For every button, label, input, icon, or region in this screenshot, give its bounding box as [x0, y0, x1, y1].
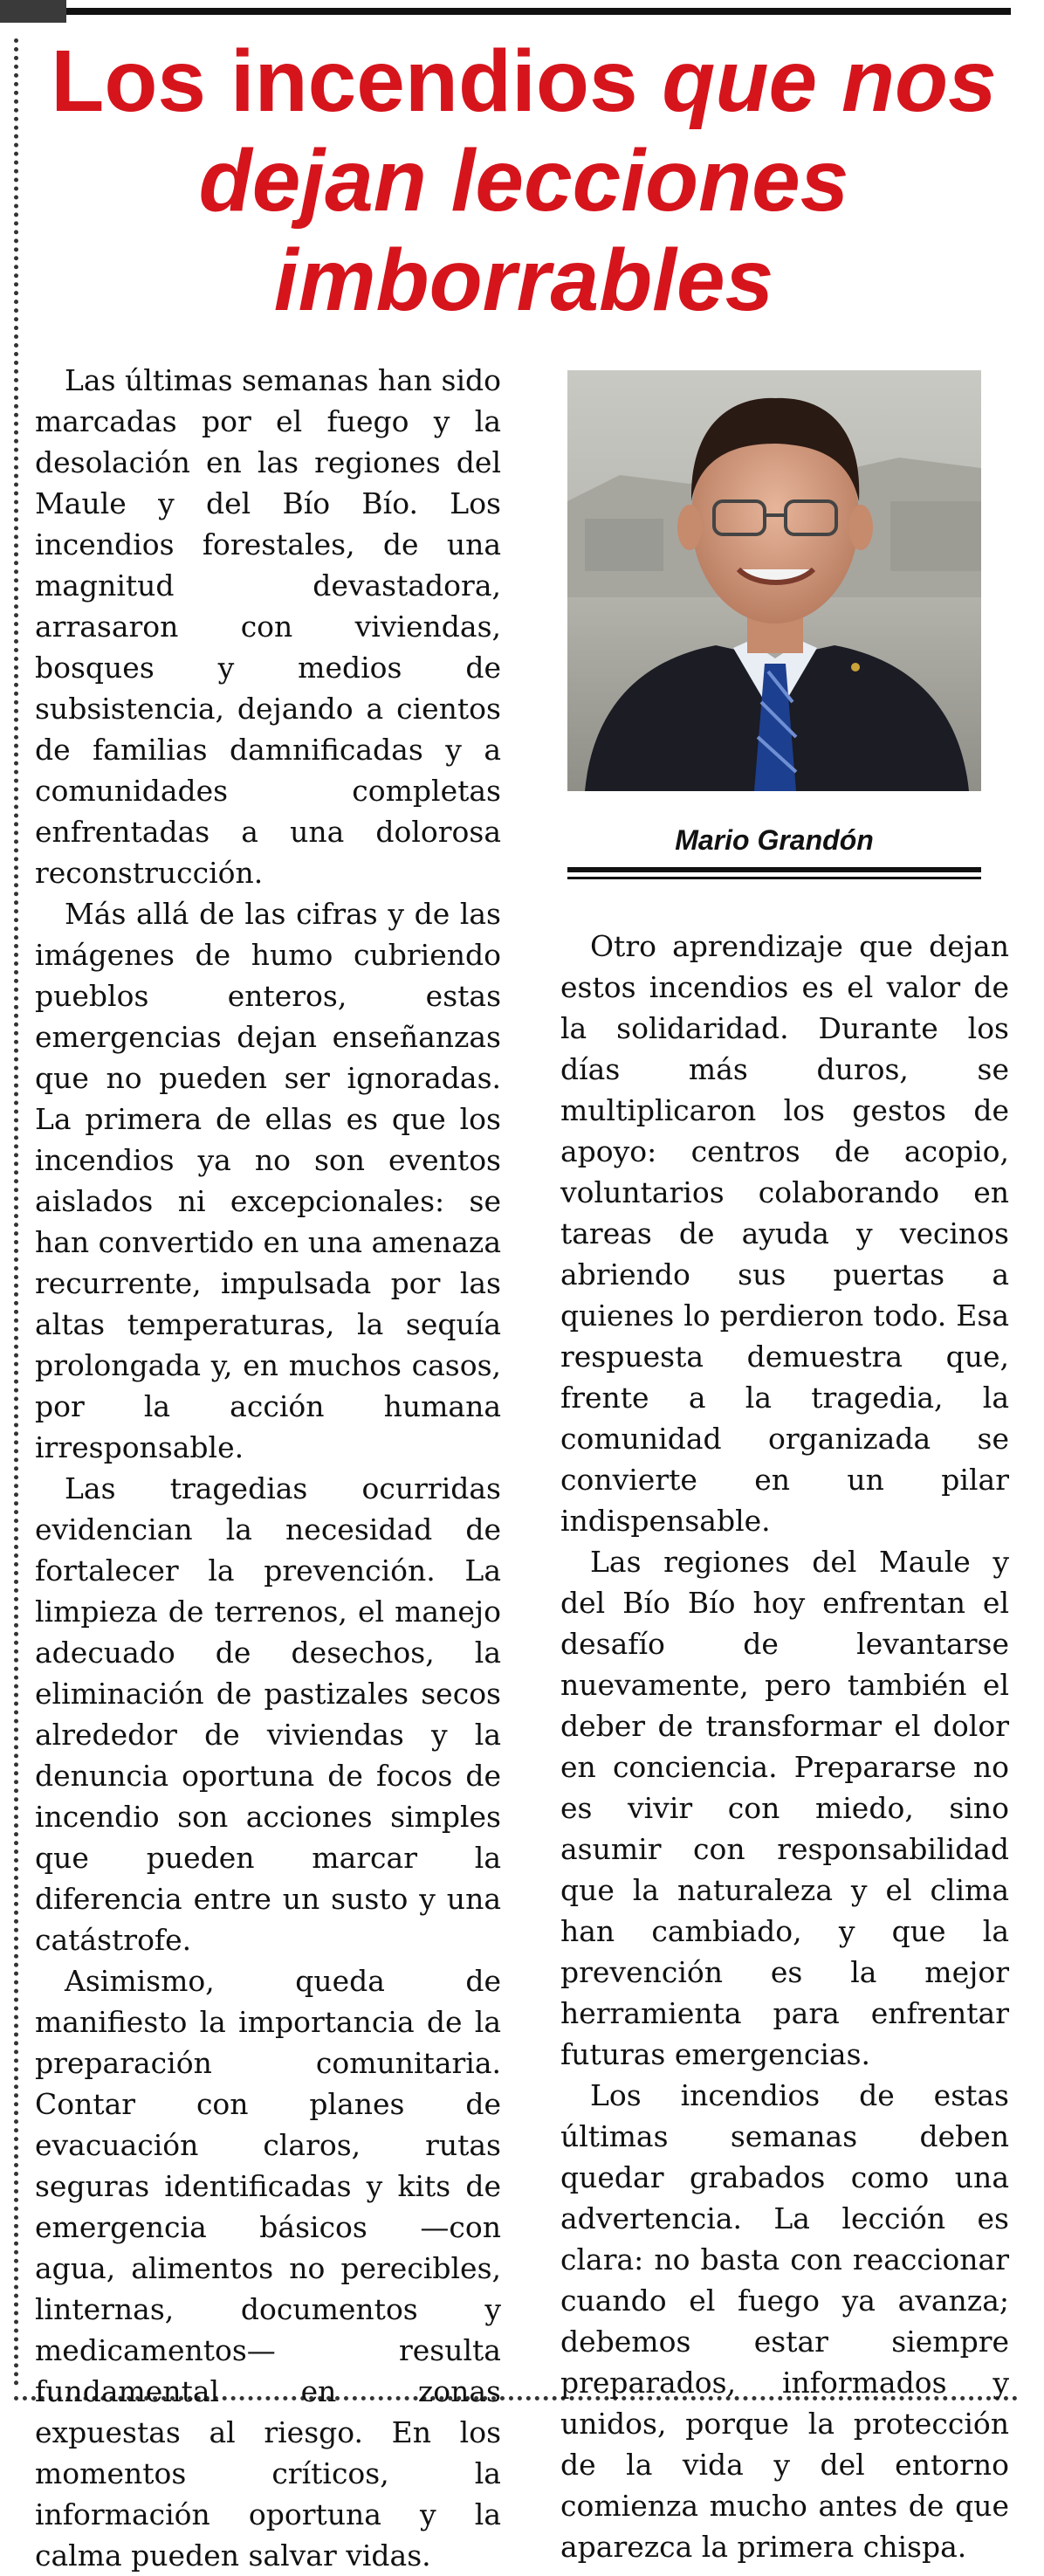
left-column [35, 360, 501, 2576]
article-headline [35, 31, 1013, 330]
right-column [560, 926, 1009, 2567]
photo-caption: Mario Grandón [675, 824, 874, 856]
paragraph: Más allá de las cifras y de las imágenes de humo cubriendo pueblos enteros, estas emergencias dejan enseñanzas que no pueden ser ignoradas. La primera de ellas es que los incendios ya no son eventos aislados ni excepcionales: se han convertido en una amenaza recurrente, impulsada por las altas temperaturas, la sequía prolongada y, en muchos casos, por la acción humana irresponsable. [35, 897, 501, 1464]
corner-block [0, 0, 66, 23]
left-dotted-border [14, 38, 18, 2387]
paragraph: Las últimas semanas han sido marcadas por el fuego y la desolación en las regiones del Maule y del Bío Bío. Los incendios forestales, de una magnitud devastadora, arrasaron con viviendas, bosques y medios de subsistencia, dejando a cientos de familias damnificadas y a comunidades completas enfrentadas a una dolorosa reconstrucción. [35, 363, 501, 890]
author-photo [567, 370, 981, 791]
paragraph: Las regiones del Maule y del Bío Bío hoy enfrentan el desafío de levantarse nuevamente, pero también el deber de transformar el dolor en conciencia. Prepararse no es vivir con miedo, sino asumir con responsabilidad que la naturaleza y el clima han cambiado, y que la prevención es la mejor herramienta para enfrentar futuras emergencias. [560, 1545, 1009, 2071]
paragraph: Las tragedias ocurridas evidencian la necesidad de fortalecer la prevención. La limpieza de terrenos, el manejo adecuado de desechos, la eliminación de pastizales secos alrededor de viviendas y la denuncia oportuna de focos de incendio son acciones simples que pueden marcar la diferencia entre un susto y una catástrofe. [35, 1471, 501, 1957]
caption-rule [567, 877, 981, 879]
top-rule [66, 8, 1011, 15]
paragraph: Los incendios de estas últimas semanas deben quedar grabados como una advertencia. La lección es clara: no basta con reaccionar cuando el fuego ya avanza; debemos estar siempre preparados, informados y unidos, porque la protección de la vida y del entorno comienza mucho antes de que aparezca la primera chispa. [560, 2078, 1009, 2564]
caption-rule [567, 867, 981, 872]
paragraph: Asimismo, queda de manifiesto la importancia de la preparación comunitaria. Contar con planes de evacuación claros, rutas seguras identificadas y kits de emergencia básicos —con agua, alimentos no perecibles, linternas, documentos y medicamentos— resulta fundamental en zonas expuestas al riesgo. En los momentos críticos, la información oportuna y la calma pueden salvar vidas. [35, 1964, 501, 2573]
headline-part2: que nos dejan lecciones imborrables [198, 32, 997, 329]
paragraph: Otro aprendizaje que dejan estos incendios es el valor de la solidaridad. Durante los días más duros, se multiplicaron los gestos de apoyo: centros de acopio, voluntarios colaborando en tareas de ayuda y vecinos abriendo sus puertas a quienes lo perdieron todo. Esa respuesta demuestra que, frente a la tragedia, la comunidad organizada se convierte en un pilar indispensable. [560, 929, 1009, 1538]
headline-part1: Los incendios [51, 32, 638, 130]
